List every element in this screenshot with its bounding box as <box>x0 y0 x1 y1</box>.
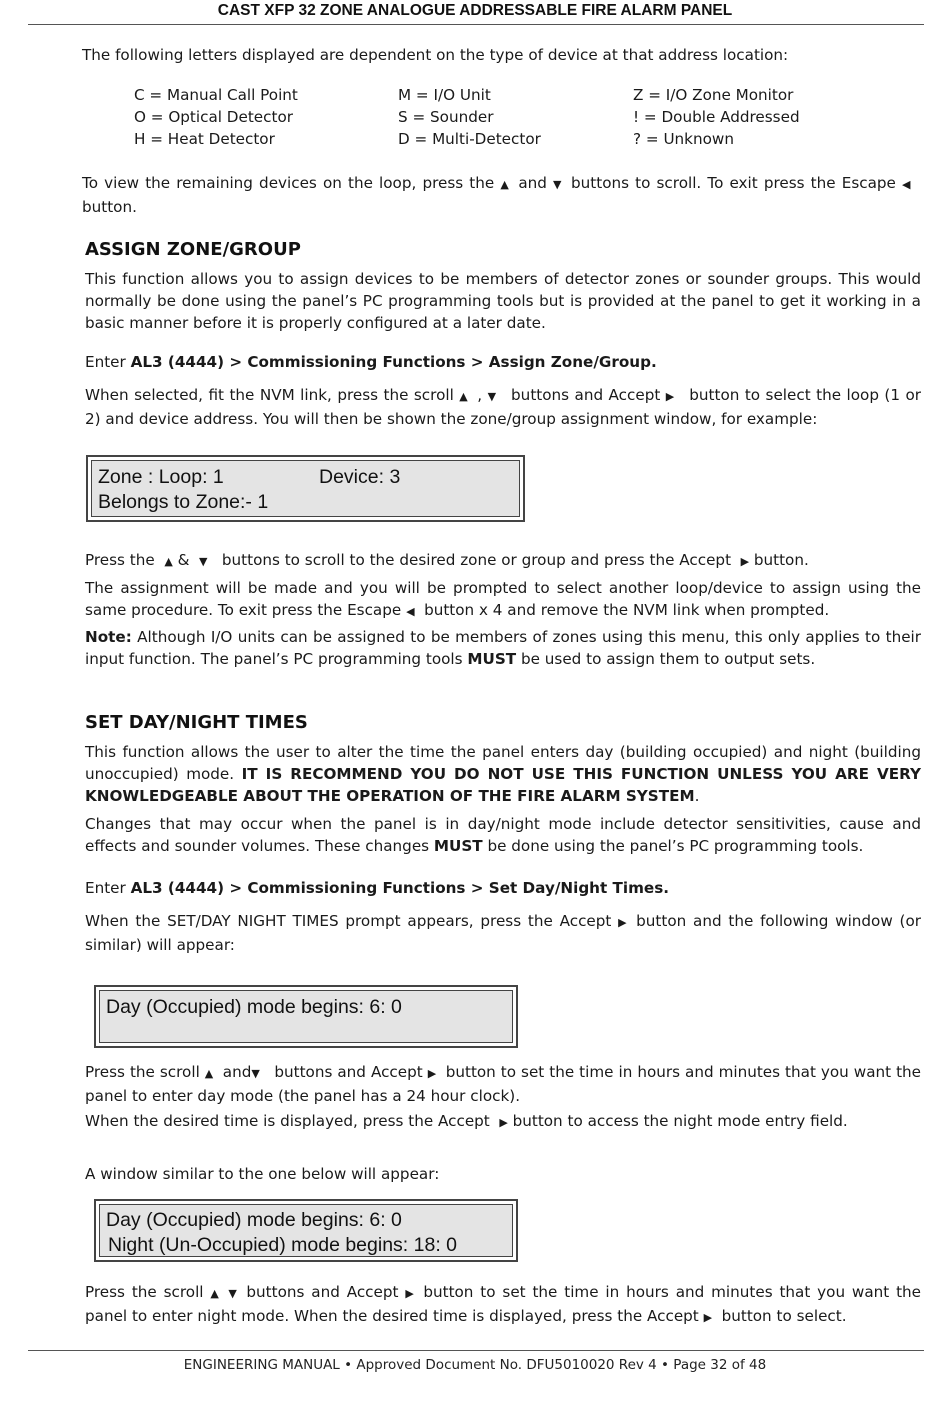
lcd-line: Night (Un-Occupied) mode begins: 18: 0 <box>108 1234 458 1256</box>
assign-result-text: The assignment will be made and you will be prompted to select another loop/device to assign using the same procedure. To exit press the Escape ◀ button x 4 and remove the NVM link when prompted. <box>85 577 921 623</box>
down-arrow-icon: ▼ <box>553 178 562 191</box>
lcd-line: Day (Occupied) mode begins: 6: 0 <box>106 996 402 1018</box>
legend-column-1 <box>134 84 374 150</box>
left-arrow-icon: ◀ <box>406 605 415 618</box>
daynight-day-scroll-instructions: Press the scroll ▲ and▼ buttons and Accept ▶ button to set the time in hours and minutes that you want the panel to enter day mode (the panel has a 24 hour clock). <box>85 1063 922 1105</box>
up-arrow-icon: ▲ <box>500 178 509 191</box>
legend-column-3 <box>633 84 873 150</box>
daynight-changes: Changes that may occur when the panel is in day/night mode include detector sensitivities, cause and effects and sounder volumes. These changes MUST be done using the panel’s PC programming tools. <box>85 815 921 855</box>
up-arrow-icon: ▲ <box>459 390 468 403</box>
down-arrow-icon: ▼ <box>487 390 497 403</box>
assign-note: Note: Although I/O units can be assigned to be members of zones using this menu, this only applies to their input function. The panel’s PC programming tools MUST be used to assign them to output sets. <box>85 628 921 668</box>
lcd-zone-assignment-window <box>86 455 525 522</box>
legend-item: Z = I/O Zone Monitor <box>633 86 794 104</box>
down-arrow-icon: ▼ <box>251 1067 260 1080</box>
lcd-day-night-window <box>94 1199 518 1262</box>
section-heading-assign: ASSIGN ZONE/GROUP <box>85 239 301 260</box>
daynight-access-night: When the desired time is displayed, press the Accept ▶ button to access the night mode entry field. <box>85 1110 921 1134</box>
legend-item: ! = Double Addressed <box>633 108 800 126</box>
header-rule <box>28 24 924 25</box>
down-arrow-icon: ▼ <box>199 555 208 568</box>
assign-menu-path: Enter AL3 (4444) > Commissioning Functions > Assign Zone/Group. <box>85 353 657 371</box>
legend-item: H = Heat Detector <box>134 130 275 148</box>
document-footer: ENGINEERING MANUAL • Approved Document No. DFU5010020 Rev 4 • Page 32 of 48 <box>183 1357 767 1373</box>
assign-scroll-instructions: Press the ▲ & ▼ buttons to scroll to the desired zone or group and press the Accept ▶ button. <box>85 549 921 573</box>
right-arrow-icon: ▶ <box>703 1311 713 1324</box>
right-arrow-icon: ▶ <box>427 1067 437 1080</box>
document-header: CAST XFP 32 ZONE ANALOGUE ADDRESSABLE FIRE ALARM PANEL <box>217 2 733 19</box>
up-arrow-icon: ▲ <box>210 1287 219 1300</box>
legend-item: S = Sounder <box>398 108 494 126</box>
intro-text: The following letters displayed are dependent on the type of device at that address location: <box>82 46 789 64</box>
assign-description: This function allows you to assign devices to be members of detector zones or sounder groups. This would normally be done using the panel’s PC programming tools but is provided at the panel to get it working in a basic manner before it is properly configured at a later date. <box>85 270 921 332</box>
legend-item: O = Optical Detector <box>134 108 293 126</box>
up-arrow-icon: ▲ <box>204 1067 214 1080</box>
legend-item: ? = Unknown <box>633 130 734 148</box>
legend-item: C = Manual Call Point <box>134 86 298 104</box>
right-arrow-icon: ▶ <box>665 390 675 403</box>
up-arrow-icon: ▲ <box>164 555 173 568</box>
section-heading-daynight: SET DAY/NIGHT TIMES <box>85 712 308 733</box>
daynight-description: This function allows the user to alter the time the panel enters day (building occupied) and night (building unoccupied) mode. IT IS RECOMMEND YOU DO NOT USE THIS FUNCTION UNLESS YOU ARE VERY KNOWLEDGEABLE ABOUT THE OPERATION OF THE FIRE ALARM SYSTEM. <box>85 743 921 805</box>
daynight-night-scroll-instructions: Press the scroll ▲ ▼ buttons and Accept ▶ button to set the time in hours and minutes that you want the panel to enter night mode. When the desired time is displayed, press the Accept ▶ button to select. <box>85 1281 921 1329</box>
right-arrow-icon: ▶ <box>740 555 750 568</box>
daynight-window-similar: A window similar to the one below will appear: <box>85 1165 440 1183</box>
assign-selection-instructions: When selected, fit the NVM link, press the scroll ▲ , ▼ buttons and Accept ▶ button to select the loop (1 or 2) and device address. You will then be shown the zone/group assignment window, for example: <box>85 386 922 428</box>
right-arrow-icon: ▶ <box>618 916 627 929</box>
lcd-day-mode-window <box>94 985 518 1048</box>
daynight-menu-path: Enter AL3 (4444) > Commissioning Functions > Set Day/Night Times. <box>85 879 670 897</box>
legend-column-2 <box>398 84 618 150</box>
legend-item: M = I/O Unit <box>398 86 491 104</box>
scroll-instructions: To view the remaining devices on the loop, press the ▲ and ▼ buttons to scroll. To exit press the Escape ◀button. <box>82 172 920 218</box>
down-arrow-icon: ▼ <box>228 1287 237 1300</box>
footer-rule <box>28 1350 924 1351</box>
lcd-line: Day (Occupied) mode begins: 6: 0 <box>106 1209 402 1231</box>
right-arrow-icon: ▶ <box>499 1116 508 1129</box>
daynight-prompt-instructions: When the SET/DAY NIGHT TIMES prompt appears, press the Accept ▶ button and the following window (or similar) will appear: <box>85 912 922 954</box>
left-arrow-icon: ◀ <box>902 178 911 191</box>
lcd-line: Zone : Loop: 1 <box>98 466 224 488</box>
lcd-line: Belongs to Zone:- 1 <box>98 491 269 513</box>
right-arrow-icon: ▶ <box>405 1287 414 1300</box>
legend-item: D = Multi-Detector <box>398 130 541 148</box>
lcd-line: Device: 3 <box>319 466 401 488</box>
